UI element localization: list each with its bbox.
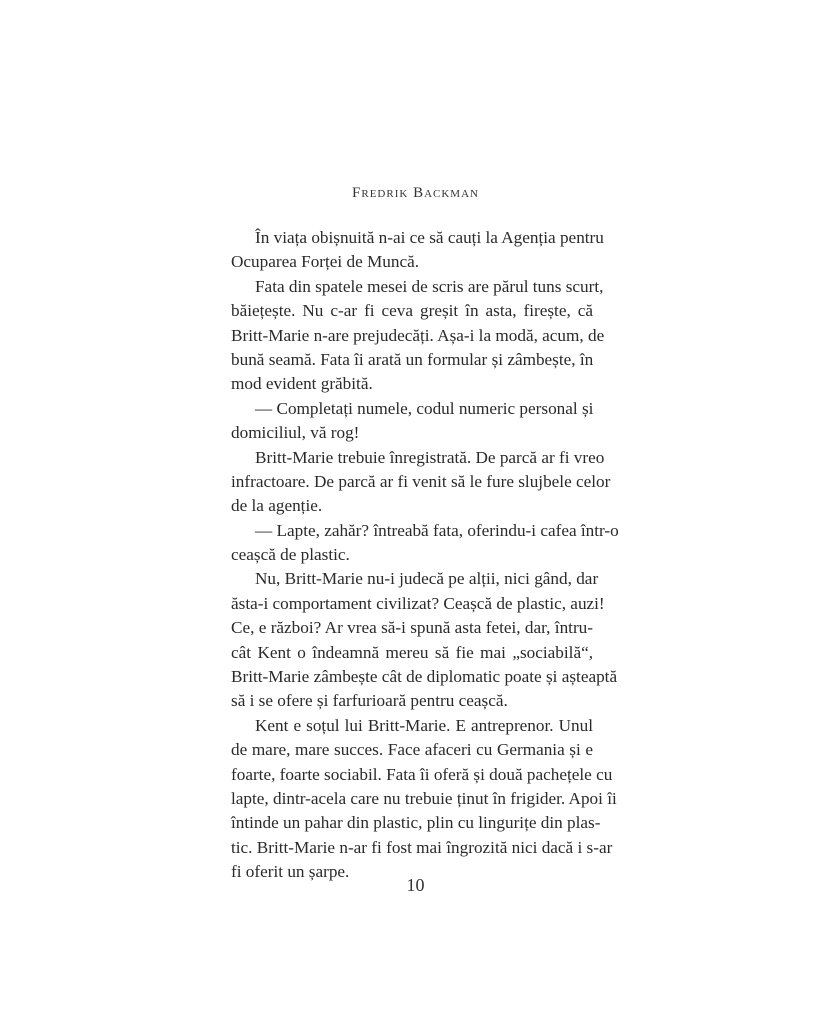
text-line: cât Kent o îndeamnă mereu să fie mai „sociabilă“, (231, 642, 593, 662)
text-line: Ocuparea Forței de Muncă. (231, 252, 420, 272)
text-line: de la agenție. (231, 496, 323, 516)
text-line: infractoare. De parcă ar fi venit să le fure slujbele celor (231, 471, 611, 491)
text-line: să i se ofere și farfurioară pentru ceașcă. (231, 691, 508, 711)
text-line: — Completați numele, codul numeric personal și (255, 398, 594, 418)
text-line: de mare, mare succes. Face afaceri cu Germania și e (231, 740, 593, 760)
text-line: întinde un pahar din plastic, plin cu lingurițe din plas- (231, 813, 601, 833)
text-line: domiciliul, vă rog! (231, 423, 360, 443)
text-line: Ce, e război? Ar vrea să-i spună asta fetei, dar, întru- (231, 618, 593, 638)
text-line: Britt-Marie zâmbește cât de diplomatic poate și așteaptă (231, 667, 618, 687)
text-line: ăsta-i comportament civilizat? Ceașcă de plastic, auzi! (231, 593, 605, 613)
text-line: tic. Britt-Marie n-ar fi fost mai îngrozită nici dacă i s-ar (231, 837, 613, 857)
text-line: ceașcă de plastic. (231, 545, 350, 565)
text-line: Fata din spatele mesei de scris are părul tuns scurt, (255, 276, 604, 296)
text-line: Britt-Marie trebuie înregistrată. De parcă ar fi vreo (255, 447, 605, 467)
text-line: bună seamă. Fata îi arată un formular și zâmbește, în (231, 349, 594, 369)
text-line: Kent e soțul lui Britt-Marie. E antreprenor. Unul (255, 715, 593, 735)
text-line: Nu, Britt-Marie nu-i judecă pe alții, nici gând, dar (255, 569, 599, 589)
text-line: mod evident grăbită. (231, 374, 373, 394)
text-line: băiețește. Nu c-ar fi ceva greșit în asta, firește, că (231, 301, 593, 321)
text-line: fi oferit un șarpe. (231, 862, 350, 882)
text-line: lapte, dintr-acela care nu trebuie ținut în frigider. Apoi îi (231, 788, 617, 808)
running-header: Fredrik Backman (352, 185, 479, 201)
text-line: În viața obișnuită n-ai ce să cauți la Agenția pentru (255, 228, 604, 247)
body-text (231, 226, 619, 885)
text-line: foarte, foarte sociabil. Fata îi oferă și două pachețele cu (231, 764, 613, 784)
page-number: 10 (406, 875, 425, 895)
text-line: — Lapte, zahăr? întreabă fata, oferindu-i cafea într-o (255, 520, 619, 540)
text-line: Britt-Marie n-are prejudecăți. Așa-i la modă, acum, de (231, 325, 605, 345)
